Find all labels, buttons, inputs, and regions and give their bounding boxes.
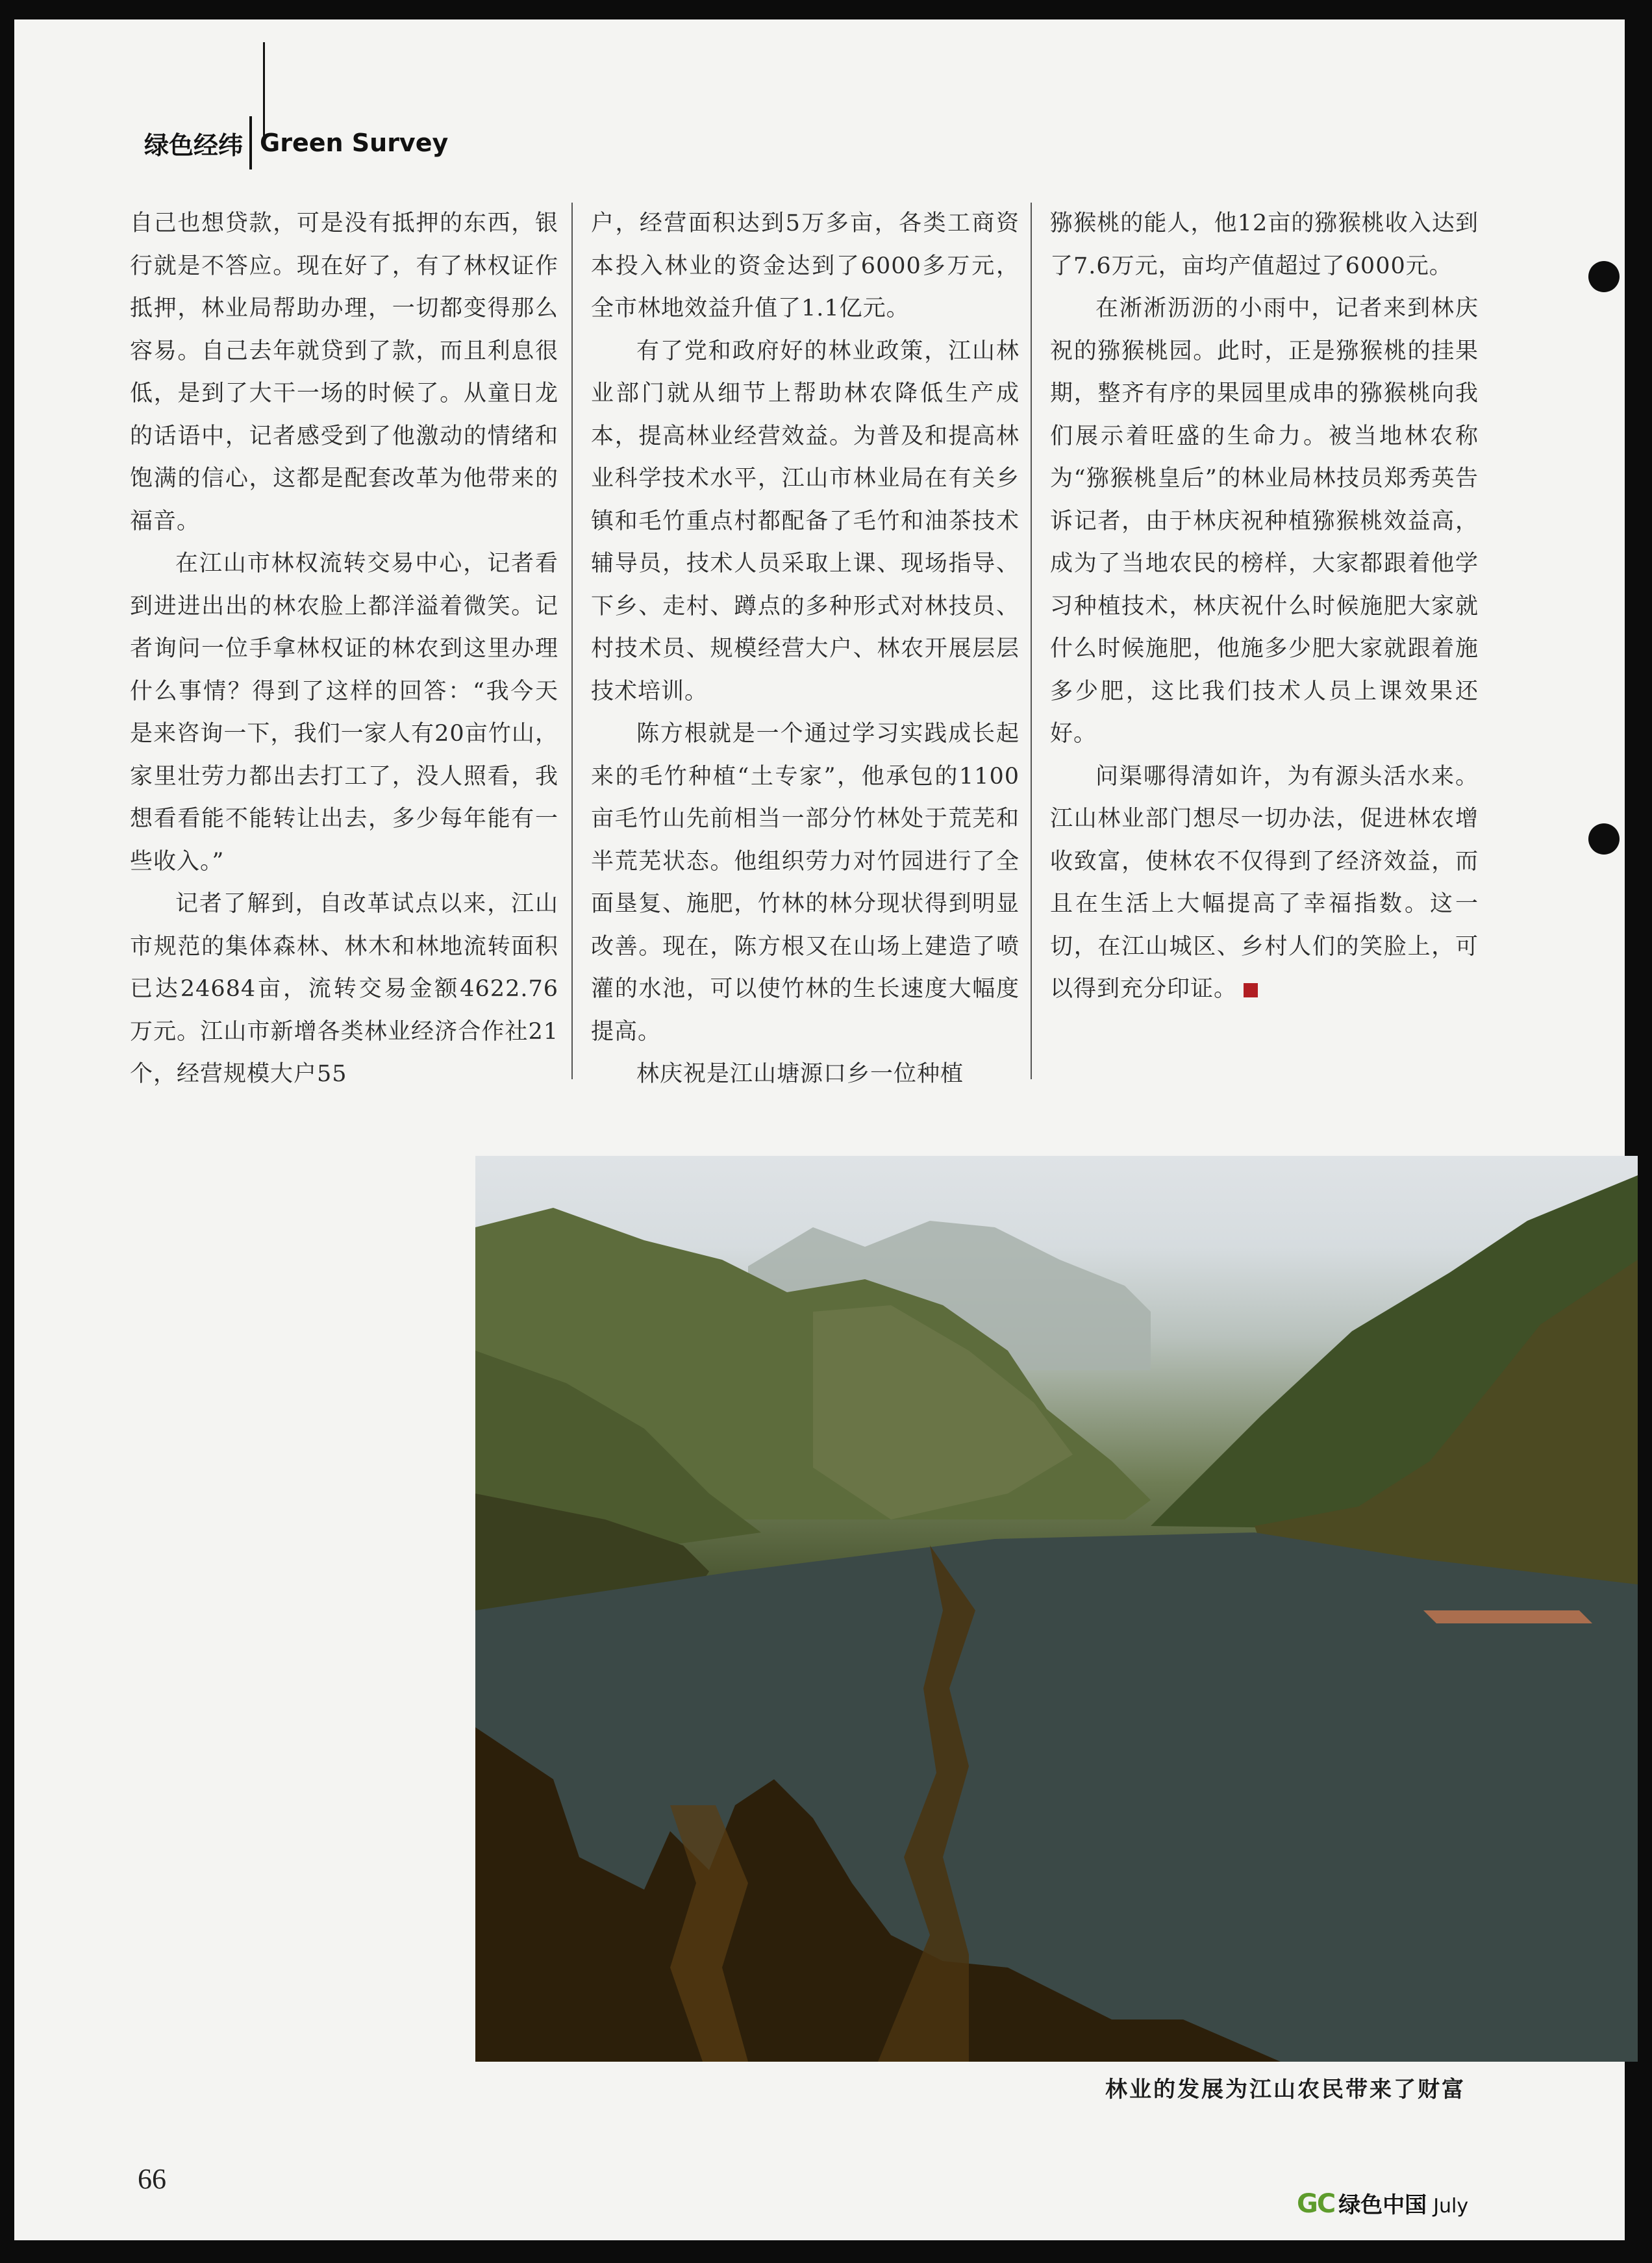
article-column-1: [130, 203, 558, 1086]
article-paragraph: [1050, 756, 1479, 1011]
landscape-photo: [475, 1156, 1638, 2062]
article-column-3: [1050, 203, 1479, 1086]
article-paragraph: 自己也想贷款，可是没有抵押的东西，银行就是不答应。现在好了，有了林权证作抵押，林业局帮助办理，一切都变得那么容易。自己去年就贷到了款，而且利息很低，是到了大干一场的时候了。从童日龙的话语中，记者感受到了他激动的情绪和饱满的信心，这都是配套改革为他带来的福音。: [130, 210, 558, 534]
article-column-2: [591, 203, 1020, 1086]
section-title-en: Green Survey: [260, 129, 449, 157]
binder-hole: [1588, 261, 1620, 292]
binder-hole: [1588, 823, 1620, 855]
column-divider: [571, 203, 573, 1079]
paragraph-text: 问渠哪得清如许，为有源头活水来。江山林业部门想尽一切办法，促进林农增收致富，使林农不仅得到了经济效益，而且在生活上大幅提高了幸福指数。这一切，在江山城区、乡村人们的笑脸上，可以得到充分印证。: [1050, 763, 1479, 1002]
gc-logo: GC: [1297, 2189, 1335, 2219]
magazine-name: 绿色中国: [1338, 2192, 1427, 2218]
article-paragraph: 有了党和政府好的林业政策，江山林业部门就从细节上帮助林农降低生产成本，提高林业经营效益。为普及和提高林业科学技术水平，江山市林业局在有关乡镇和毛竹重点村都配备了毛竹和油茶技术辅导员，技术人员采取上课、现场指导、下乡、走村、蹲点的多种形式对林技员、村技术员、规模经营大户、林农开展层层技术培训。: [591, 338, 1020, 705]
article-end-mark: [1244, 983, 1258, 997]
article-paragraph: 户，经营面积达到5万多亩，各类工商资本投入林业的资金达到了6000多万元，全市林地效益升值了1.1亿元。: [591, 210, 1020, 321]
column-divider: [1031, 203, 1032, 1079]
section-header: [144, 120, 448, 166]
article-paragraph: 在淅淅沥沥的小雨中，记者来到林庆祝的猕猴桃园。此时，正是猕猴桃的挂果期，整齐有序的果园里成串的猕猴桃向我们展示着旺盛的生命力。被当地林农称为“猕猴桃皇后”的林业局林技员郑秀英告诉记者，由于林庆祝种植猕猴桃效益高，成为了当地农民的榜样，大家都跟着他学习种植技术，林庆祝什么时候施肥大家就什么时候施肥，他施多少肥大家就跟着施多少肥，这比我们技术人员上课效果还好。: [1050, 295, 1479, 747]
landscape-illustration: [475, 1156, 1638, 2062]
section-title-cn: 绿色经纬: [144, 131, 244, 160]
magazine-page: [14, 19, 1625, 2240]
article-paragraph: 记者了解到，自改革试点以来，江山市规范的集体森林、林木和林地流转面积已达24684亩，流转交易金额4622.76万元。江山市新增各类林业经济合作社21个，经营规模大户55: [130, 891, 558, 1086]
article-paragraph: 林庆祝是江山塘源口乡一位种植: [636, 1061, 964, 1086]
page-number: 66: [138, 2163, 166, 2195]
magazine-footer: [1297, 2187, 1468, 2219]
header-divider: [249, 116, 252, 169]
article-paragraph: 在江山市林权流转交易中心，记者看到进进出出的林农脸上都洋溢着微笑。记者询问一位手拿林权证的林农到这里办理什么事情？得到了这样的回答：“我今天是来咨询一下，我们一家人有20亩竹山，家里壮劳力都出去打工了，没人照看，我想看看能不能转让出去，多少每年能有一些收入。”: [130, 551, 558, 875]
issue-month: July: [1433, 2195, 1469, 2218]
article-paragraph: 陈方根就是一个通过学习实践成长起来的毛竹种植“土专家”，他承包的1100亩毛竹山先前相当一部分竹林处于荒芜和半荒芜状态。他组织劳力对竹园进行了全面垦复、施肥，竹林的林分现状得到明显改善。现在，陈方根又在山场上建造了喷灌的水池，可以使竹林的生长速度大幅度提高。: [591, 721, 1020, 1045]
article-paragraph: 猕猴桃的能人，他12亩的猕猴桃收入达到了7.6万元，亩均产值超过了6000元。: [1050, 210, 1479, 279]
photo-caption: 林业的发展为江山农民带来了财富: [1105, 2077, 1466, 2103]
